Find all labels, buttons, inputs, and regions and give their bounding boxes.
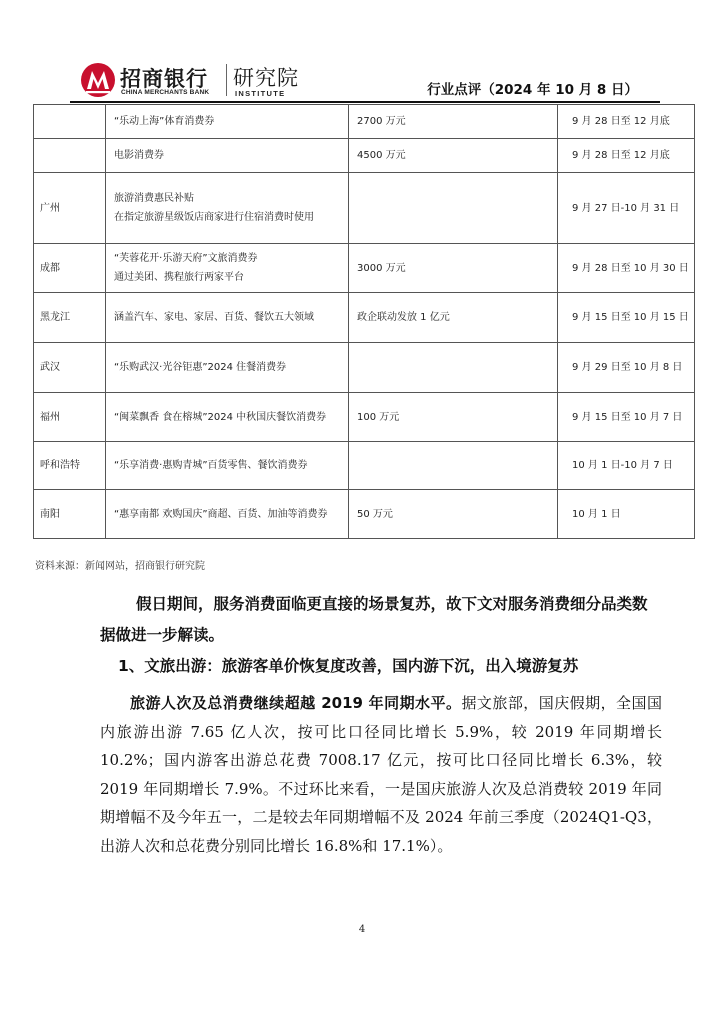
voucher-name-cell: “芙蓉花开·乐游天府”文旅消费券 通过美团、携程旅行两家平台 bbox=[106, 244, 349, 293]
table-row bbox=[34, 105, 695, 139]
brand-name-cn: 招商银行 bbox=[120, 67, 208, 91]
date-cell: 10 月 1 日 bbox=[558, 490, 695, 539]
consumption-voucher-table bbox=[33, 104, 695, 539]
city-cell bbox=[34, 139, 106, 173]
voucher-name-cell: “乐动上海”体育消费券 bbox=[106, 105, 349, 139]
voucher-name-cell: “乐享消费·惠购青城”百货零售、餐饮消费券 bbox=[106, 442, 349, 490]
voucher-name-cell: “闽菜飘香 食在榕城”2024 中秋国庆餐饮消费券 bbox=[106, 393, 349, 442]
body-lead-bold: 旅游人次及总消费继续超越 2019 年同期水平。 bbox=[130, 694, 462, 712]
city-cell: 成都 bbox=[34, 244, 106, 293]
scale-cell: 3000 万元 bbox=[349, 244, 558, 293]
intro-paragraph: 假日期间，服务消费面临更直接的场景复苏，故下文对服务消费细分品类数据做进一步解读。 bbox=[100, 595, 648, 644]
scale-cell bbox=[349, 343, 558, 393]
table-row bbox=[34, 343, 695, 393]
header-rule bbox=[70, 101, 660, 103]
institute-name-cn: 研究院 bbox=[233, 66, 299, 90]
city-cell: 福州 bbox=[34, 393, 106, 442]
date-cell: 10 月 1 日-10 月 7 日 bbox=[558, 442, 695, 490]
institute-name-en: INSTITUTE bbox=[235, 89, 286, 98]
cmb-logo-icon bbox=[80, 62, 116, 98]
date-cell: 9 月 29 日至 10 月 8 日 bbox=[558, 343, 695, 393]
table-row bbox=[34, 393, 695, 442]
table-source-note: 资料来源：新闻网站，招商银行研究院 bbox=[35, 561, 205, 572]
date-cell: 9 月 28 日至 12 月底 bbox=[558, 105, 695, 139]
report-type-date: 行业点评（2024 年 10 月 8 日） bbox=[427, 82, 638, 98]
table-row bbox=[34, 173, 695, 244]
page-number: 4 bbox=[358, 924, 366, 935]
city-cell: 黑龙江 bbox=[34, 293, 106, 343]
date-cell: 9 月 15 日至 10 月 15 日 bbox=[558, 293, 695, 343]
table-row bbox=[34, 442, 695, 490]
city-cell: 武汉 bbox=[34, 343, 106, 393]
brand-divider bbox=[226, 64, 227, 96]
table-row bbox=[34, 490, 695, 539]
date-cell: 9 月 28 日至 12 月底 bbox=[558, 139, 695, 173]
voucher-name-cell: 电影消费券 bbox=[106, 139, 349, 173]
body-text: 据文旅部，国庆假期，全国国内旅游出游 7.65 亿人次，按可比口径同比增长 5.9%，较 2019 年同期增长 10.2%；国内游客出游总花费 7008.17 亿元，按可比口径同比增长 6.3%，较 2019 年同期增长 7.9%。不过环比来看，一是国庆旅游人次及总消费较 2019 年同期增幅不及今年五一，二是较去年同期增幅不及 2024 年前三季度（2024Q1-Q3，出游人次和总花费分别同比增长 16.8%和 17.1%）。 bbox=[100, 694, 662, 855]
voucher-name-cell: “惠享南都 欢购国庆”商超、百货、加油等消费券 bbox=[106, 490, 349, 539]
brand-name-en: CHINA MERCHANTS BANK bbox=[121, 89, 210, 96]
scale-cell: 政企联动发放 1 亿元 bbox=[349, 293, 558, 343]
scale-cell bbox=[349, 442, 558, 490]
scale-cell: 2700 万元 bbox=[349, 105, 558, 139]
body-paragraph bbox=[100, 689, 662, 860]
page-header bbox=[0, 0, 724, 104]
table-row bbox=[34, 139, 695, 173]
city-cell: 南阳 bbox=[34, 490, 106, 539]
city-cell: 呼和浩特 bbox=[34, 442, 106, 490]
section-heading: 1、文旅出游：旅游客单价恢复度改善，国内游下沉，出入境游复苏 bbox=[118, 657, 579, 675]
voucher-name-cell: “乐购武汉·光谷钜惠”2024 住餐消费券 bbox=[106, 343, 349, 393]
city-cell bbox=[34, 105, 106, 139]
date-cell: 9 月 27 日-10 月 31 日 bbox=[558, 173, 695, 244]
date-cell: 9 月 15 日至 10 月 7 日 bbox=[558, 393, 695, 442]
scale-cell: 100 万元 bbox=[349, 393, 558, 442]
voucher-name-cell: 涵盖汽车、家电、家居、百货、餐饮五大领域 bbox=[106, 293, 349, 343]
table-row bbox=[34, 293, 695, 343]
voucher-name-cell: 旅游消费惠民补贴 在指定旅游星级饭店商家进行住宿消费时使用 bbox=[106, 173, 349, 244]
scale-cell: 4500 万元 bbox=[349, 139, 558, 173]
table-row bbox=[34, 244, 695, 293]
city-cell: 广州 bbox=[34, 173, 106, 244]
scale-cell bbox=[349, 173, 558, 244]
scale-cell: 50 万元 bbox=[349, 490, 558, 539]
date-cell: 9 月 28 日至 10 月 30 日 bbox=[558, 244, 695, 293]
